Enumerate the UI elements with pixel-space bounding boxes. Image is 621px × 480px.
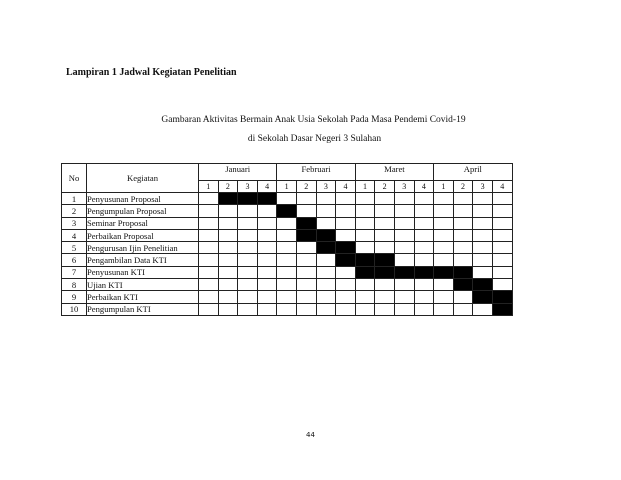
week-cell	[238, 254, 258, 266]
week-cell-active	[414, 266, 434, 278]
week-cell	[434, 254, 454, 266]
month-header-maret: Maret	[355, 164, 433, 181]
row-number: 7	[62, 266, 87, 278]
week-cell	[336, 291, 356, 303]
week-cell	[453, 291, 473, 303]
activity-name: Ujian KTI	[87, 279, 199, 291]
week-cell	[336, 217, 356, 229]
week-cell	[473, 229, 493, 241]
schedule-table	[61, 163, 513, 316]
month-header-april: April	[434, 164, 512, 181]
week-cell	[394, 291, 414, 303]
week-cell	[218, 205, 238, 217]
week-cell	[434, 217, 454, 229]
week-cell	[257, 303, 277, 315]
week-cell-active	[492, 303, 512, 315]
appendix-heading: Lampiran 1 Jadwal Kegiatan Penelitian	[66, 67, 237, 78]
week-cell	[375, 193, 395, 205]
activity-name: Penyusunan KTI	[87, 266, 199, 278]
row-number: 1	[62, 193, 87, 205]
week-cell	[257, 229, 277, 241]
week-cell	[296, 242, 316, 254]
week-cell	[199, 229, 219, 241]
week-cell	[277, 266, 297, 278]
week-cell	[316, 291, 336, 303]
week-cell	[375, 279, 395, 291]
week-cell	[257, 266, 277, 278]
week-cell-active	[375, 254, 395, 266]
week-cell	[414, 229, 434, 241]
week-cell	[257, 242, 277, 254]
week-cell	[375, 205, 395, 217]
week-cell	[277, 303, 297, 315]
header-row-months	[62, 164, 513, 181]
week-cell	[257, 291, 277, 303]
week-cell-active	[453, 279, 473, 291]
week-cell	[296, 291, 316, 303]
week-cell	[394, 193, 414, 205]
week-cell	[453, 193, 473, 205]
week-cell	[277, 242, 297, 254]
week-cell	[238, 279, 258, 291]
activity-name: Penyusunan Proposal	[87, 193, 199, 205]
week-cell	[355, 291, 375, 303]
week-cell	[316, 205, 336, 217]
week-cell-active	[394, 266, 414, 278]
week-header: 4	[336, 181, 356, 193]
table-row	[62, 217, 513, 229]
activity-name: Perbaikan Proposal	[87, 229, 199, 241]
week-cell	[199, 193, 219, 205]
week-cell	[473, 254, 493, 266]
week-cell	[257, 279, 277, 291]
week-cell-active	[434, 266, 454, 278]
row-number: 10	[62, 303, 87, 315]
week-cell	[394, 279, 414, 291]
week-cell-active	[355, 266, 375, 278]
week-cell	[453, 205, 473, 217]
week-cell	[316, 266, 336, 278]
schedule-body	[62, 193, 513, 316]
week-header: 4	[492, 181, 512, 193]
week-cell	[218, 254, 238, 266]
table-row	[62, 303, 513, 315]
week-cell	[492, 205, 512, 217]
week-cell	[336, 266, 356, 278]
week-cell	[238, 242, 258, 254]
week-cell	[492, 229, 512, 241]
row-number: 3	[62, 217, 87, 229]
week-cell	[375, 229, 395, 241]
week-header: 2	[296, 181, 316, 193]
row-number: 4	[62, 229, 87, 241]
row-number: 2	[62, 205, 87, 217]
week-cell-active	[473, 279, 493, 291]
week-cell	[414, 205, 434, 217]
week-cell	[434, 229, 454, 241]
week-cell	[414, 291, 434, 303]
week-cell	[238, 266, 258, 278]
week-cell	[473, 217, 493, 229]
week-cell	[316, 217, 336, 229]
week-cell	[316, 254, 336, 266]
week-cell	[257, 254, 277, 266]
week-cell	[434, 291, 454, 303]
week-cell	[296, 266, 316, 278]
week-cell	[434, 279, 454, 291]
week-cell	[277, 217, 297, 229]
week-cell	[296, 254, 316, 266]
week-cell	[414, 217, 434, 229]
row-number: 9	[62, 291, 87, 303]
week-cell	[394, 229, 414, 241]
week-cell-active	[316, 242, 336, 254]
week-cell	[199, 303, 219, 315]
week-cell	[453, 254, 473, 266]
week-cell	[355, 205, 375, 217]
week-cell	[394, 242, 414, 254]
week-header: 4	[414, 181, 434, 193]
week-cell	[238, 217, 258, 229]
week-cell	[238, 205, 258, 217]
week-cell	[355, 229, 375, 241]
week-cell	[218, 303, 238, 315]
week-cell	[218, 279, 238, 291]
row-number: 5	[62, 242, 87, 254]
week-cell	[355, 217, 375, 229]
week-cell	[355, 303, 375, 315]
month-header-februari: Februari	[277, 164, 355, 181]
week-cell	[434, 205, 454, 217]
week-cell	[414, 279, 434, 291]
week-cell	[414, 254, 434, 266]
week-cell-active	[492, 291, 512, 303]
week-header: 2	[453, 181, 473, 193]
row-number: 8	[62, 279, 87, 291]
week-header: 1	[355, 181, 375, 193]
week-cell	[492, 279, 512, 291]
week-cell	[394, 254, 414, 266]
week-cell	[277, 279, 297, 291]
week-cell	[414, 242, 434, 254]
week-cell	[277, 229, 297, 241]
table-row	[62, 242, 513, 254]
week-cell-active	[336, 242, 356, 254]
week-cell	[336, 279, 356, 291]
week-cell	[473, 242, 493, 254]
table-row	[62, 193, 513, 205]
row-number: 6	[62, 254, 87, 266]
week-header: 1	[199, 181, 219, 193]
week-cell	[453, 217, 473, 229]
week-cell	[473, 266, 493, 278]
week-cell	[336, 229, 356, 241]
week-header: 1	[277, 181, 297, 193]
week-cell	[218, 229, 238, 241]
week-cell	[296, 279, 316, 291]
week-cell	[296, 205, 316, 217]
column-header-no: No	[62, 164, 87, 193]
week-cell-active	[473, 291, 493, 303]
table-row	[62, 229, 513, 241]
week-cell	[355, 242, 375, 254]
activity-name: Pengurusan Ijin Penelitian	[87, 242, 199, 254]
week-cell	[257, 217, 277, 229]
week-cell	[199, 266, 219, 278]
week-cell	[492, 242, 512, 254]
week-cell	[414, 303, 434, 315]
week-cell	[394, 205, 414, 217]
week-cell	[355, 279, 375, 291]
week-cell	[414, 193, 434, 205]
week-cell	[316, 303, 336, 315]
activity-name: Pengumpulan KTI	[87, 303, 199, 315]
week-cell	[277, 254, 297, 266]
month-header-januari: Januari	[199, 164, 277, 181]
activity-name: Pengambilan Data KTI	[87, 254, 199, 266]
week-cell	[492, 266, 512, 278]
week-cell	[238, 291, 258, 303]
week-cell	[218, 266, 238, 278]
week-cell	[218, 242, 238, 254]
table-row	[62, 254, 513, 266]
week-header: 3	[473, 181, 493, 193]
week-header: 4	[257, 181, 277, 193]
week-cell	[473, 193, 493, 205]
week-cell-active	[355, 254, 375, 266]
week-cell	[218, 217, 238, 229]
week-cell	[277, 291, 297, 303]
table-row	[62, 266, 513, 278]
week-header: 3	[238, 181, 258, 193]
week-cell	[434, 303, 454, 315]
week-cell	[199, 205, 219, 217]
week-header: 3	[316, 181, 336, 193]
week-cell	[434, 193, 454, 205]
activity-name: Seminar Proposal	[87, 217, 199, 229]
week-cell	[375, 291, 395, 303]
week-cell	[473, 303, 493, 315]
activity-name: Pengumpulan Proposal	[87, 205, 199, 217]
week-cell	[473, 205, 493, 217]
week-cell	[316, 279, 336, 291]
week-cell-active	[257, 193, 277, 205]
week-cell	[336, 205, 356, 217]
week-header: 1	[434, 181, 454, 193]
week-cell	[394, 303, 414, 315]
week-cell	[296, 193, 316, 205]
week-cell	[453, 242, 473, 254]
week-cell	[375, 217, 395, 229]
week-cell	[453, 229, 473, 241]
week-cell	[238, 303, 258, 315]
schedule-subtitle-line2: di Sekolah Dasar Negeri 3 Sulahan	[247, 134, 382, 144]
schedule-subtitle-line1: Gambaran Aktivitas Bermain Anak Usia Sekolah Pada Masa Pendemi Covid-19	[161, 115, 466, 125]
week-cell	[199, 279, 219, 291]
week-header: 3	[394, 181, 414, 193]
week-cell	[257, 205, 277, 217]
week-cell	[336, 193, 356, 205]
week-cell-active	[296, 229, 316, 241]
week-cell	[434, 242, 454, 254]
table-row	[62, 291, 513, 303]
week-header: 2	[375, 181, 395, 193]
week-cell-active	[453, 266, 473, 278]
week-cell	[375, 242, 395, 254]
table-row	[62, 205, 513, 217]
week-cell	[296, 303, 316, 315]
week-cell	[492, 193, 512, 205]
week-cell	[375, 303, 395, 315]
week-cell	[492, 254, 512, 266]
week-cell	[218, 291, 238, 303]
week-cell	[199, 291, 219, 303]
week-cell-active	[375, 266, 395, 278]
week-cell	[394, 217, 414, 229]
week-cell	[199, 217, 219, 229]
week-cell-active	[277, 205, 297, 217]
week-cell	[355, 193, 375, 205]
week-cell-active	[238, 193, 258, 205]
week-cell-active	[218, 193, 238, 205]
week-cell	[238, 229, 258, 241]
week-cell	[316, 193, 336, 205]
week-cell-active	[336, 254, 356, 266]
week-header: 2	[218, 181, 238, 193]
week-cell-active	[296, 217, 316, 229]
table-row	[62, 279, 513, 291]
week-cell	[336, 303, 356, 315]
week-cell	[199, 254, 219, 266]
week-cell	[199, 242, 219, 254]
page-number: 44	[306, 431, 315, 439]
column-header-kegiatan: Kegiatan	[87, 164, 199, 193]
activity-name: Perbaikan KTI	[87, 291, 199, 303]
week-cell-active	[316, 229, 336, 241]
week-cell	[453, 303, 473, 315]
week-cell	[277, 193, 297, 205]
week-cell	[492, 217, 512, 229]
